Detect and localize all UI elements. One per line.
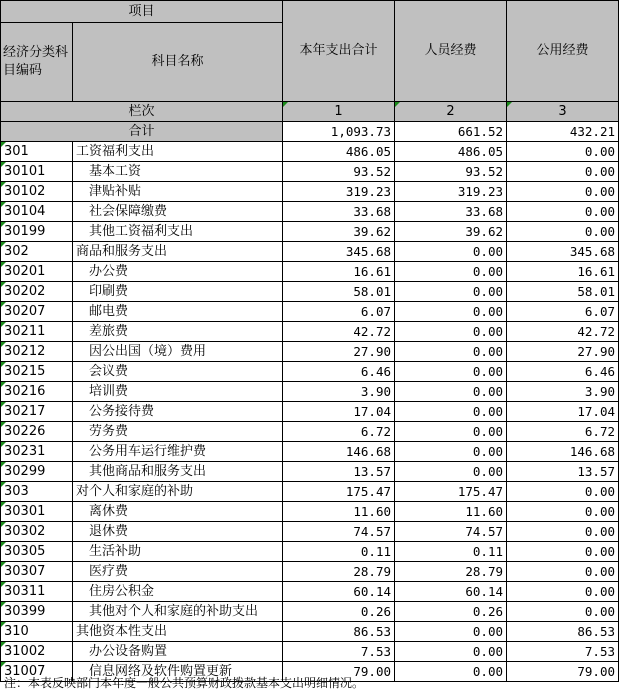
table-row xyxy=(1,442,619,462)
name-cell[interactable]: 劳务费 xyxy=(73,422,283,442)
table-row xyxy=(1,422,619,442)
public-cell[interactable]: 3.90 xyxy=(507,382,619,402)
personnel-cell[interactable]: 175.47 xyxy=(395,482,507,502)
personnel-cell[interactable]: 0.00 xyxy=(395,362,507,382)
personnel-cell[interactable]: 74.57 xyxy=(395,522,507,542)
code-cell[interactable]: 30299 xyxy=(1,462,73,482)
table-row xyxy=(1,242,619,262)
code-cell[interactable]: 30104 xyxy=(1,202,73,222)
table-row xyxy=(1,482,619,502)
name-cell[interactable]: 离休费 xyxy=(73,502,283,522)
code-cell[interactable]: 30199 xyxy=(1,222,73,242)
total-cell[interactable]: 6.72 xyxy=(283,422,395,442)
total-cell[interactable]: 27.90 xyxy=(283,342,395,362)
personnel-cell[interactable]: 0.11 xyxy=(395,542,507,562)
grand-public-cell[interactable]: 432.21 xyxy=(507,122,619,142)
total-cell[interactable]: 16.61 xyxy=(283,262,395,282)
code-cell[interactable]: 30211 xyxy=(1,322,73,342)
code-cell[interactable]: 30217 xyxy=(1,402,73,422)
total-cell[interactable]: 39.62 xyxy=(283,222,395,242)
personnel-cell[interactable]: 11.60 xyxy=(395,502,507,522)
code-cell[interactable]: 30231 xyxy=(1,442,73,462)
total-cell[interactable]: 58.01 xyxy=(283,282,395,302)
name-cell[interactable]: 会议费 xyxy=(73,362,283,382)
code-cell[interactable]: 30216 xyxy=(1,382,73,402)
name-cell[interactable]: 办公设备购置 xyxy=(73,642,283,662)
name-cell[interactable]: 社会保障缴费 xyxy=(73,202,283,222)
table-row xyxy=(1,542,619,562)
personnel-cell[interactable]: 486.05 xyxy=(395,142,507,162)
personnel-cell[interactable]: 0.00 xyxy=(395,422,507,442)
total-cell[interactable]: 33.68 xyxy=(283,202,395,222)
name-cell[interactable]: 其他商品和服务支出 xyxy=(73,462,283,482)
name-col-label: 科目名称 xyxy=(151,54,204,70)
total-cell[interactable]: 17.04 xyxy=(283,402,395,422)
personnel-cell[interactable]: 0.00 xyxy=(395,402,507,422)
table-row xyxy=(1,402,619,422)
total-cell[interactable]: 146.68 xyxy=(283,442,395,462)
public-cell[interactable]: 16.61 xyxy=(507,262,619,282)
total-col-label: 本年支出合计 xyxy=(299,43,378,58)
table-row xyxy=(1,182,619,202)
name-cell[interactable]: 退休费 xyxy=(73,522,283,542)
table-row xyxy=(1,562,619,582)
name-cell[interactable]: 其他资本性支出 xyxy=(73,622,283,642)
name-cell[interactable]: 公务用车运行维护费 xyxy=(73,442,283,462)
total-cell[interactable]: 3.90 xyxy=(283,382,395,402)
name-cell[interactable]: 工资福利支出 xyxy=(73,142,283,162)
public-cell[interactable]: 6.07 xyxy=(507,302,619,322)
code-cell[interactable]: 30226 xyxy=(1,422,73,442)
grand-total-cell[interactable]: 1,093.73 xyxy=(283,122,395,142)
table-row xyxy=(1,462,619,482)
total-cell[interactable]: 60.14 xyxy=(283,582,395,602)
col-number-1[interactable]: 1 xyxy=(283,102,395,122)
personnel-cell[interactable]: 0.00 xyxy=(395,662,507,682)
name-cell[interactable]: 对个人和家庭的补助 xyxy=(73,482,283,502)
table-row xyxy=(1,362,619,382)
personnel-cell[interactable]: 319.23 xyxy=(395,182,507,202)
table-row xyxy=(1,582,619,602)
code-cell[interactable]: 30212 xyxy=(1,342,73,362)
public-cell[interactable]: 6.72 xyxy=(507,422,619,442)
code-cell[interactable]: 30399 xyxy=(1,602,73,622)
personnel-cell[interactable]: 0.00 xyxy=(395,342,507,362)
public-cell[interactable]: 6.46 xyxy=(507,362,619,382)
table-row xyxy=(1,502,619,522)
public-col-header[interactable] xyxy=(507,1,619,102)
code-cell[interactable]: 30201 xyxy=(1,262,73,282)
table-row xyxy=(1,642,619,662)
code-cell[interactable]: 30302 xyxy=(1,522,73,542)
name-cell[interactable]: 办公费 xyxy=(73,262,283,282)
total-cell[interactable]: 486.05 xyxy=(283,142,395,162)
code-cell[interactable]: 310 xyxy=(1,622,73,642)
name-cell[interactable]: 培训费 xyxy=(73,382,283,402)
code-cell[interactable]: 30101 xyxy=(1,162,73,182)
public-cell[interactable]: 42.72 xyxy=(507,322,619,342)
code-cell[interactable]: 30207 xyxy=(1,302,73,322)
public-cell[interactable]: 0.00 xyxy=(507,482,619,502)
name-col-header[interactable] xyxy=(73,23,283,102)
total-cell[interactable]: 7.53 xyxy=(283,642,395,662)
code-cell[interactable]: 30102 xyxy=(1,182,73,202)
code-col-label: 经济分类科目编码 xyxy=(3,45,69,79)
table-row xyxy=(1,302,619,322)
personnel-cell[interactable]: 0.00 xyxy=(395,302,507,322)
public-cell[interactable]: 0.00 xyxy=(507,162,619,182)
total-cell[interactable]: 11.60 xyxy=(283,502,395,522)
personnel-cell[interactable]: 0.00 xyxy=(395,382,507,402)
personnel-cell[interactable]: 0.00 xyxy=(395,242,507,262)
total-cell[interactable]: 13.57 xyxy=(283,462,395,482)
total-row-label: 合计 xyxy=(128,123,155,139)
total-cell[interactable]: 6.07 xyxy=(283,302,395,322)
col-number-2[interactable]: 2 xyxy=(395,102,507,122)
public-cell[interactable]: 0.00 xyxy=(507,542,619,562)
personnel-cell[interactable]: 0.00 xyxy=(395,622,507,642)
personnel-cell[interactable]: 0.00 xyxy=(395,282,507,302)
name-cell[interactable]: 因公出国（境）费用 xyxy=(73,342,283,362)
total-cell[interactable]: 0.26 xyxy=(283,602,395,622)
code-cell[interactable]: 301 xyxy=(1,142,73,162)
name-cell[interactable]: 商品和服务支出 xyxy=(73,242,283,262)
public-cell[interactable]: 86.53 xyxy=(507,622,619,642)
name-cell[interactable]: 津贴补贴 xyxy=(73,182,283,202)
group-title: 项目 xyxy=(128,3,155,19)
total-cell[interactable]: 319.23 xyxy=(283,182,395,202)
row-index-label: 栏次 xyxy=(128,103,155,119)
group-title-cell[interactable] xyxy=(1,1,283,23)
personnel-cell[interactable]: 60.14 xyxy=(395,582,507,602)
public-cell[interactable]: 0.00 xyxy=(507,582,619,602)
code-cell[interactable]: 30307 xyxy=(1,562,73,582)
code-cell[interactable]: 302 xyxy=(1,242,73,262)
public-cell[interactable]: 0.00 xyxy=(507,502,619,522)
personnel-col-label: 人员经费 xyxy=(424,43,477,58)
public-cell[interactable]: 0.00 xyxy=(507,522,619,542)
table-row xyxy=(1,142,619,162)
public-cell[interactable]: 58.01 xyxy=(507,282,619,302)
code-cell[interactable]: 31002 xyxy=(1,642,73,662)
code-cell[interactable]: 303 xyxy=(1,482,73,502)
name-cell[interactable]: 其他对个人和家庭的补助支出 xyxy=(73,602,283,622)
table-row xyxy=(1,282,619,302)
row-index-label-cell[interactable] xyxy=(1,102,283,122)
personnel-cell[interactable]: 0.00 xyxy=(395,442,507,462)
name-cell[interactable]: 生活补助 xyxy=(73,542,283,562)
code-cell[interactable]: 30305 xyxy=(1,542,73,562)
name-cell[interactable]: 基本工资 xyxy=(73,162,283,182)
public-cell[interactable]: 27.90 xyxy=(507,342,619,362)
public-cell[interactable]: 0.00 xyxy=(507,562,619,582)
name-cell[interactable]: 公务接待费 xyxy=(73,402,283,422)
name-cell[interactable]: 住房公积金 xyxy=(73,582,283,602)
code-cell[interactable]: 30311 xyxy=(1,582,73,602)
table-row xyxy=(1,262,619,282)
public-cell[interactable]: 0.00 xyxy=(507,202,619,222)
personnel-cell[interactable]: 0.00 xyxy=(395,642,507,662)
table-row xyxy=(1,162,619,182)
total-cell[interactable]: 79.00 xyxy=(283,662,395,682)
table-row xyxy=(1,522,619,542)
public-cell[interactable]: 7.53 xyxy=(507,642,619,662)
public-cell[interactable]: 0.00 xyxy=(507,222,619,242)
total-cell[interactable]: 345.68 xyxy=(283,242,395,262)
name-cell[interactable]: 差旅费 xyxy=(73,322,283,342)
personnel-cell[interactable]: 93.52 xyxy=(395,162,507,182)
code-cell[interactable]: 30202 xyxy=(1,282,73,302)
personnel-col-header[interactable] xyxy=(395,1,507,102)
public-col-label: 公用经费 xyxy=(536,43,589,58)
name-cell[interactable]: 其他工资福利支出 xyxy=(73,222,283,242)
table-row xyxy=(1,622,619,642)
personnel-cell[interactable]: 0.00 xyxy=(395,462,507,482)
table-row xyxy=(1,602,619,622)
total-cell[interactable]: 175.47 xyxy=(283,482,395,502)
footnote: 注：本表反映部门本年度一般公共预算财政拨款基本支出明细情况。 xyxy=(4,676,365,690)
personnel-cell[interactable]: 0.00 xyxy=(395,262,507,282)
table-row xyxy=(1,222,619,242)
personnel-cell[interactable]: 39.62 xyxy=(395,222,507,242)
total-col-header[interactable] xyxy=(283,1,395,102)
personnel-cell[interactable]: 28.79 xyxy=(395,562,507,582)
code-cell[interactable]: 31007 xyxy=(1,662,73,682)
public-cell[interactable]: 0.00 xyxy=(507,142,619,162)
name-cell[interactable]: 印刷费 xyxy=(73,282,283,302)
public-cell[interactable]: 345.68 xyxy=(507,242,619,262)
table-row xyxy=(1,202,619,222)
total-cell[interactable]: 74.57 xyxy=(283,522,395,542)
name-cell[interactable]: 医疗费 xyxy=(73,562,283,582)
code-col-header[interactable] xyxy=(1,23,73,102)
table-row xyxy=(1,322,619,342)
public-cell[interactable]: 146.68 xyxy=(507,442,619,462)
public-cell[interactable]: 17.04 xyxy=(507,402,619,422)
total-cell[interactable]: 93.52 xyxy=(283,162,395,182)
personnel-cell[interactable]: 33.68 xyxy=(395,202,507,222)
public-cell[interactable]: 0.00 xyxy=(507,602,619,622)
col-number-3[interactable]: 3 xyxy=(507,102,619,122)
name-cell[interactable]: 邮电费 xyxy=(73,302,283,322)
public-cell[interactable]: 0.00 xyxy=(507,182,619,202)
public-cell[interactable]: 13.57 xyxy=(507,462,619,482)
total-cell[interactable]: 6.46 xyxy=(283,362,395,382)
total-row-label-cell[interactable] xyxy=(1,122,283,142)
total-cell[interactable]: 86.53 xyxy=(283,622,395,642)
table-row xyxy=(1,342,619,362)
total-cell[interactable]: 28.79 xyxy=(283,562,395,582)
total-cell[interactable]: 0.11 xyxy=(283,542,395,562)
code-cell[interactable]: 30215 xyxy=(1,362,73,382)
total-cell[interactable]: 42.72 xyxy=(283,322,395,342)
data-rows xyxy=(1,142,619,682)
personnel-cell[interactable]: 0.00 xyxy=(395,322,507,342)
public-cell[interactable]: 79.00 xyxy=(507,662,619,682)
table-row xyxy=(1,382,619,402)
grand-personnel-cell[interactable]: 661.52 xyxy=(395,122,507,142)
name-cell[interactable]: 信息网络及软件购置更新 xyxy=(73,662,283,682)
personnel-cell[interactable]: 0.26 xyxy=(395,602,507,622)
code-cell[interactable]: 30301 xyxy=(1,502,73,522)
